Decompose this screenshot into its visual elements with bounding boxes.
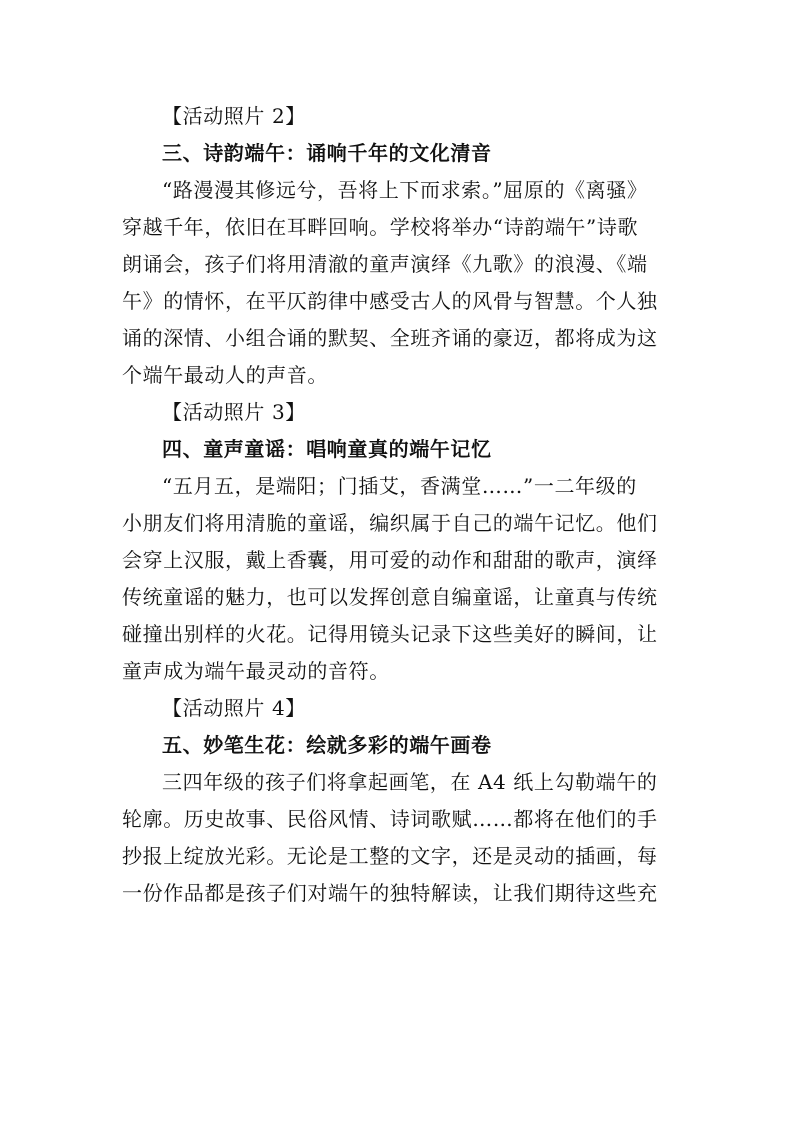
photo-caption-4: 【活动照片 4】: [162, 696, 306, 720]
paragraph-line: “路漫漫其修远兮，吾将上下而求索。”屈原的《离骚》: [162, 178, 648, 202]
paragraph-line: 诵的深情、小组合诵的默契、全班齐诵的豪迈，都将成为这: [122, 326, 658, 350]
document-body: [122, 98, 678, 912]
paragraph-line: 三四年级的孩子们将拿起画笔，在 A4 纸上勾勒端午的: [162, 770, 658, 794]
paragraph-5: [122, 764, 678, 912]
section-heading-3: 三、诗韵端午：诵响千年的文化清音: [162, 141, 492, 165]
section-heading-4: 四、童声童谣：唱响童真的端午记忆: [162, 437, 492, 461]
section-heading-5: 五、妙笔生花：绘就多彩的端午画卷: [162, 733, 492, 757]
paragraph-line: 童声成为端午最灵动的音符。: [122, 659, 390, 683]
photo-caption-3: 【活动照片 3】: [162, 400, 306, 424]
paragraph-line: 轮廓。历史故事、民俗风情、诗词歌赋……都将在他们的手: [122, 807, 658, 831]
paragraph-line: 一份作品都是孩子们对端午的独特解读，让我们期待这些充: [122, 881, 658, 905]
paragraph-4: [122, 468, 678, 690]
paragraph-line: 抄报上绽放光彩。无论是工整的文字，还是灵动的插画，每: [122, 844, 658, 868]
paragraph-line: 小朋友们将用清脆的童谣，编织属于自己的端午记忆。他们: [122, 511, 658, 535]
paragraph-line: 碰撞出别样的火花。记得用镜头记录下这些美好的瞬间，让: [122, 622, 658, 646]
paragraph-line: 会穿上汉服，戴上香囊，用可爱的动作和甜甜的歌声，演绎: [122, 548, 658, 572]
paragraph-line: “五月五，是端阳；门插艾，香满堂……”一二年级的: [162, 474, 637, 498]
paragraph-line: 个端午最动人的声音。: [122, 363, 328, 387]
photo-caption-2: 【活动照片 2】: [162, 104, 306, 128]
paragraph-line: 传统童谣的魅力，也可以发挥创意自编童谣，让童真与传统: [122, 585, 658, 609]
paragraph-3: [122, 172, 678, 394]
paragraph-line: 穿越千年，依旧在耳畔回响。学校将举办“诗韵端午”诗歌: [122, 215, 639, 239]
paragraph-line: 午》的情怀，在平仄韵律中感受古人的风骨与智慧。个人独: [122, 289, 658, 313]
paragraph-line: 朗诵会，孩子们将用清澈的童声演绎《九歌》的浪漫、《端: [122, 252, 648, 276]
